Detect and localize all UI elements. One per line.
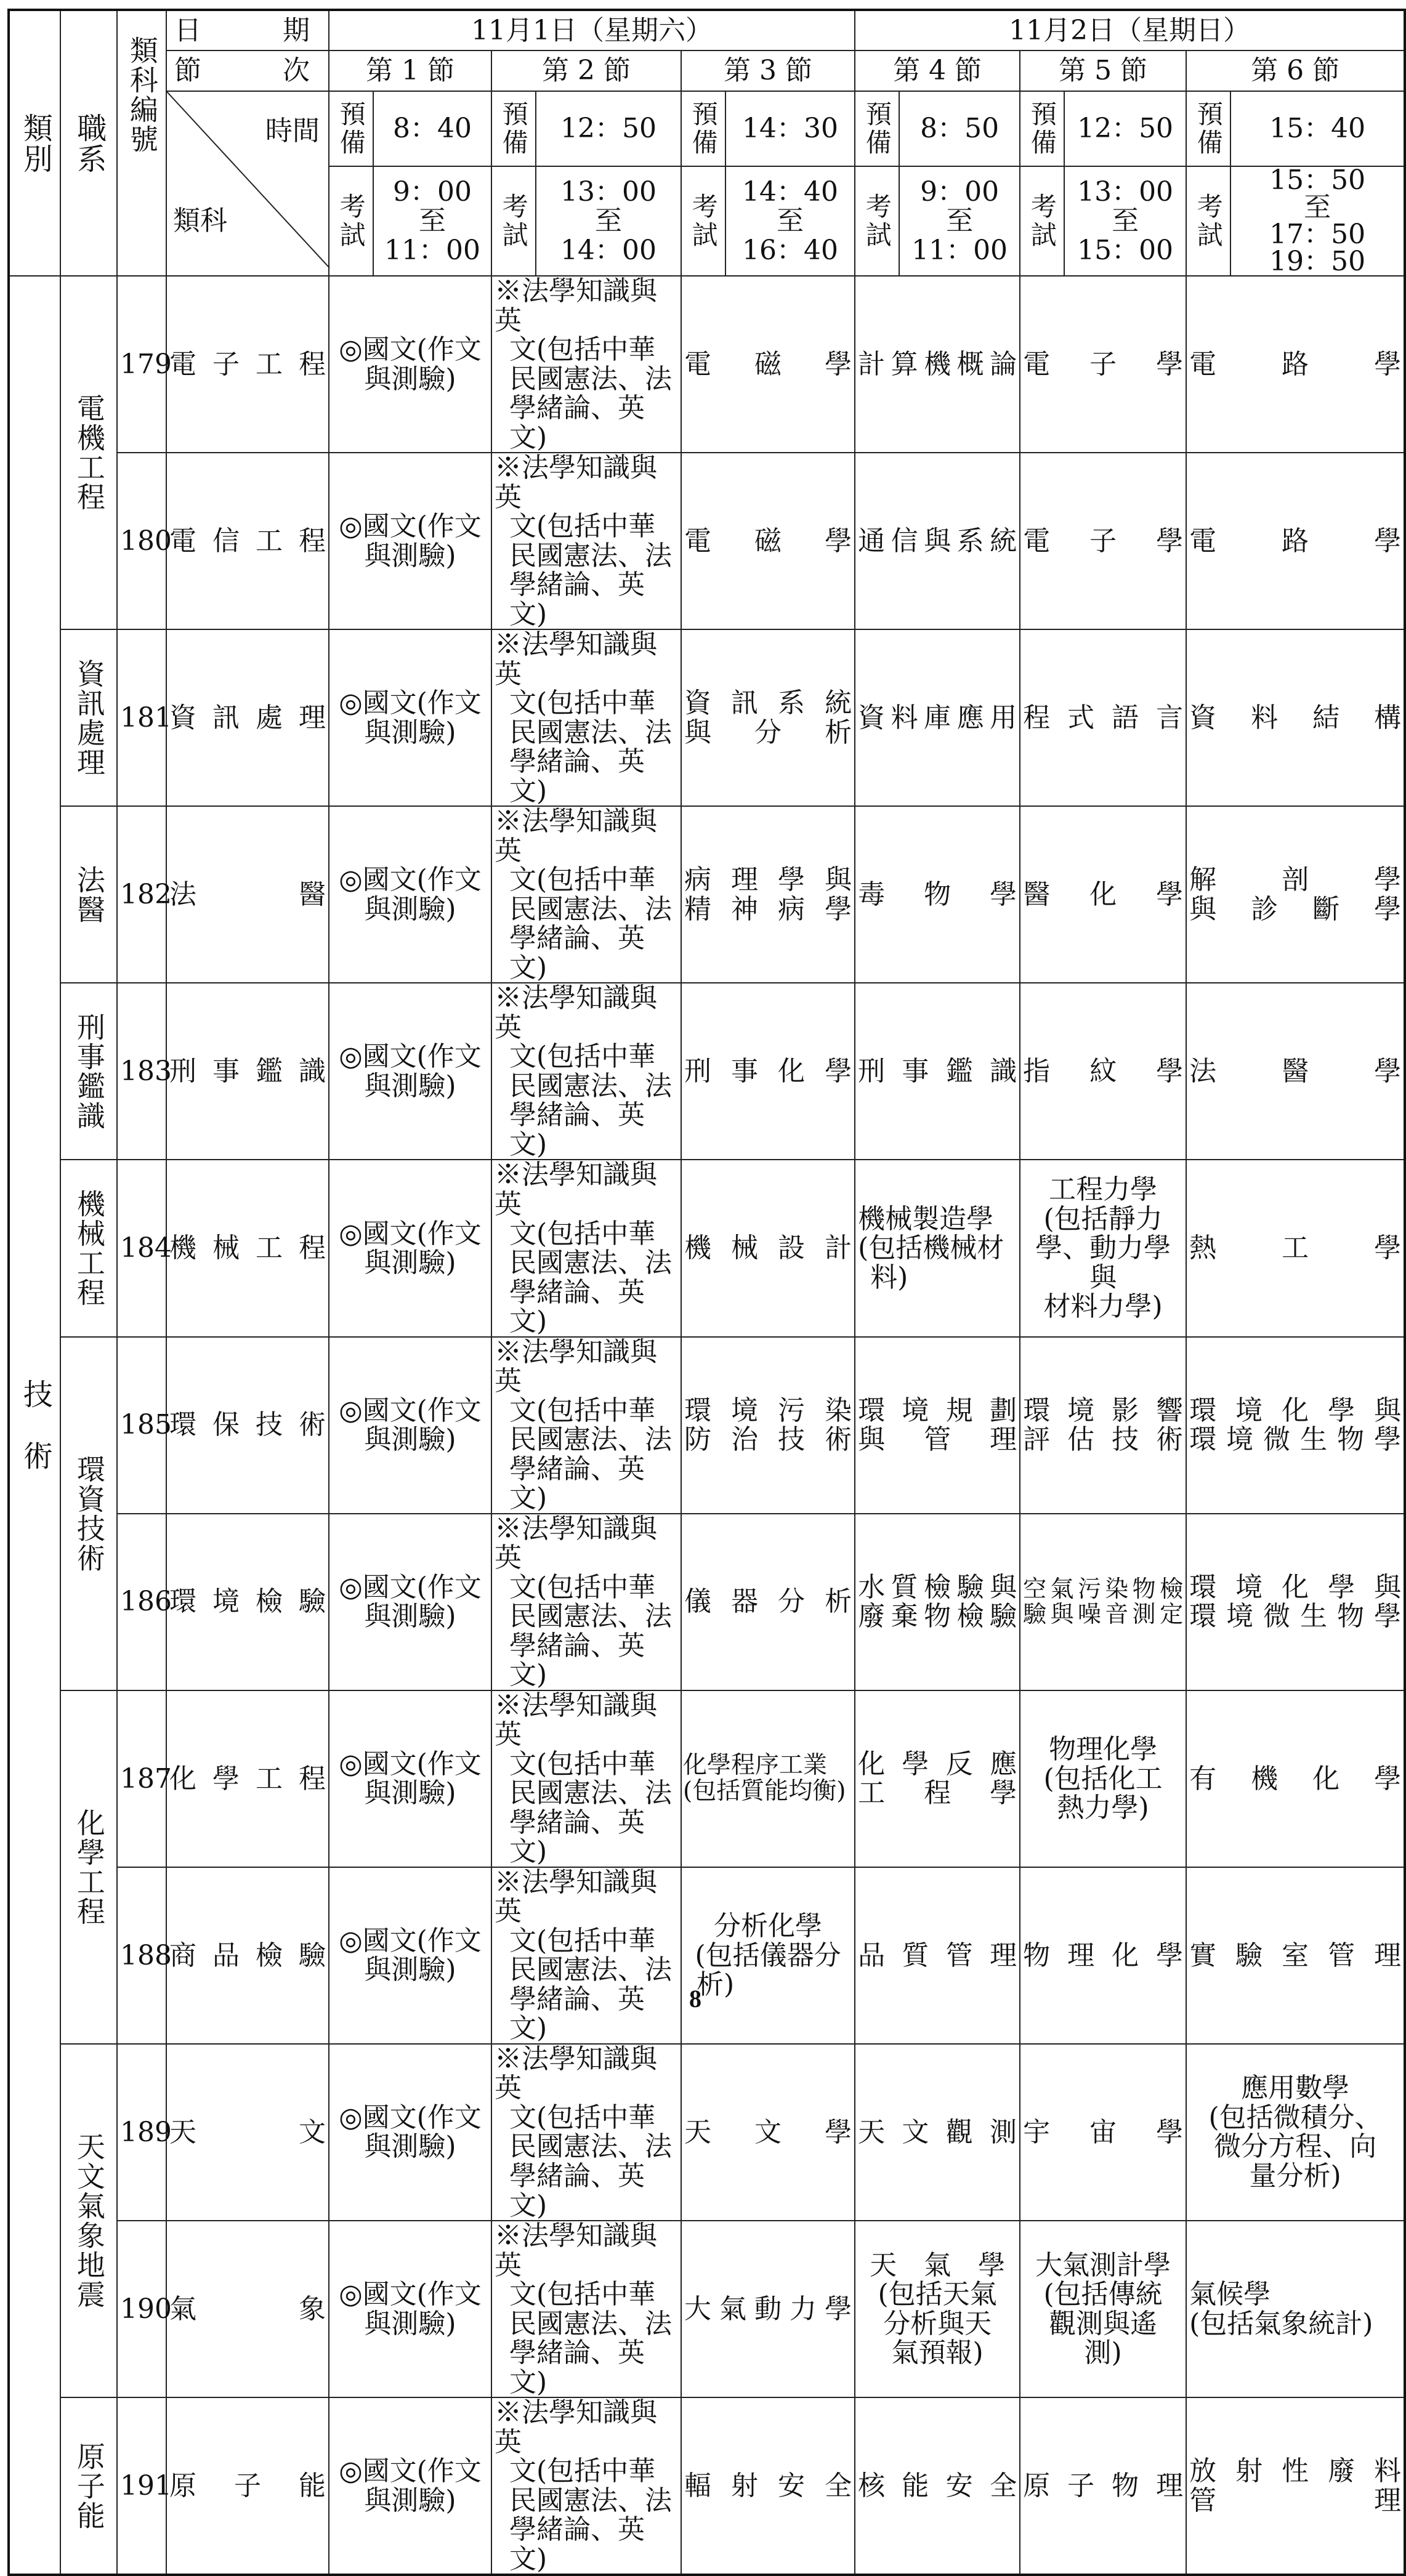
session-1-subject: ◎國文(作文 與測驗): [329, 453, 491, 629]
dept-name-cell: 法醫: [166, 806, 329, 983]
group-cell: 原子能: [60, 2397, 117, 2575]
session-3-subject: 天 文 學: [681, 2044, 855, 2221]
session-1-subject: ◎國文(作文 與測驗): [329, 2397, 491, 2575]
prep-label-6: 預備: [1186, 91, 1230, 166]
code-cell: 186: [117, 1514, 166, 1690]
day2-label: 11月2日（星期日）: [855, 10, 1405, 50]
session-3-subject: 分析化學 (包括儀器分 析): [681, 1867, 855, 2044]
exam-time-3: 14：40 至 16：40: [725, 166, 855, 276]
session-6-subject: 實驗室管理: [1186, 1867, 1405, 2044]
session-5-subject: 原子物理: [1020, 2397, 1186, 2575]
dept-name-cell: 氣象: [166, 2221, 329, 2397]
session-5-subject: 工程力學 (包括靜力 學、動力學與 材料力學): [1020, 1160, 1186, 1336]
dept-name-cell: 電子工程: [166, 276, 329, 453]
dept-name-cell: 環境檢驗: [166, 1514, 329, 1690]
session-6-subject: 電 路 學: [1186, 453, 1405, 629]
session-5-subject: 電 子 學: [1020, 453, 1186, 629]
group-cell: 資訊處理: [60, 629, 117, 806]
kind-label: 類科: [173, 205, 227, 236]
session-4-subject: 刑事鑑識: [855, 983, 1020, 1160]
session-6: 第 6 節: [1186, 50, 1405, 91]
prep-time-3: 14：30: [725, 91, 855, 166]
exam-label-3: 考試: [681, 166, 725, 276]
session-1-subject: ◎國文(作文 與測驗): [329, 276, 491, 453]
session-5-subject: 程式語言: [1020, 629, 1186, 806]
session-2-subject: ※法學知識與英 文(包括中華 民國憲法、法 學緒論、英文): [491, 629, 681, 806]
table-row: [9, 1337, 1405, 1514]
group-cell: 天文氣象地震: [60, 2044, 117, 2397]
dept-name-cell: 商品檢驗: [166, 1867, 329, 2044]
table-row: [9, 2397, 1405, 2575]
page-number: 8: [689, 1985, 701, 2013]
session-1-subject: ◎國文(作文 與測驗): [329, 806, 491, 983]
session-4-subject: 水質檢驗與 廢棄物檢驗: [855, 1514, 1020, 1690]
exam-time-4: 9：00 至 11：00: [899, 166, 1020, 276]
session-1-subject: ◎國文(作文 與測驗): [329, 629, 491, 806]
dept-header: 職系: [60, 10, 117, 276]
session-3-subject: 化學程序工業 (包括質能均衡): [681, 1690, 855, 1867]
code-cell: 181: [117, 629, 166, 806]
prep-label-1: 預備: [329, 91, 373, 166]
exam-label-5: 考試: [1020, 166, 1064, 276]
exam-label-1: 考試: [329, 166, 373, 276]
code-cell: 180: [117, 453, 166, 629]
session-4-subject: 資料庫應用: [855, 629, 1020, 806]
table-row: [9, 629, 1405, 806]
table-row: [9, 453, 1405, 629]
table-row: [9, 2044, 1405, 2221]
time-kind-diagonal-cell: [166, 91, 329, 276]
code-cell: 184: [117, 1160, 166, 1336]
session-1-subject: ◎國文(作文 與測驗): [329, 1337, 491, 1514]
session-4-subject: 計算機概論: [855, 276, 1020, 453]
session-4-subject: 天 氣 學 (包括天氣 分析與天 氣預報): [855, 2221, 1020, 2397]
exam-time-2: 13：00 至 14：00: [536, 166, 681, 276]
dept-name-cell: 化學工程: [166, 1690, 329, 1867]
session-3-subject: 刑事化學: [681, 983, 855, 1160]
session-2-subject: ※法學知識與英 文(包括中華 民國憲法、法 學緒論、英文): [491, 2221, 681, 2397]
session-3-subject: 機械設計: [681, 1160, 855, 1336]
session-6-subject: 熱 工 學: [1186, 1160, 1405, 1336]
session-6-subject: 法 醫 學: [1186, 983, 1405, 1160]
header-row-session: [9, 50, 1405, 91]
session-6-subject: 環境化學與 環境微生物學: [1186, 1514, 1405, 1690]
session-2-subject: ※法學知識與英 文(包括中華 民國憲法、法 學緒論、英文): [491, 806, 681, 983]
session-3: 第 3 節: [681, 50, 855, 91]
prep-time-2: 12：50: [536, 91, 681, 166]
session-1-subject: ◎國文(作文 與測驗): [329, 1514, 491, 1690]
session-2-subject: ※法學知識與英 文(包括中華 民國憲法、法 學緒論、英文): [491, 2044, 681, 2221]
session-1-subject: ◎國文(作文 與測驗): [329, 1690, 491, 1867]
code-cell: 185: [117, 1337, 166, 1514]
session-4-subject: 品質管理: [855, 1867, 1020, 2044]
session-3-subject: 電 磁 學: [681, 453, 855, 629]
session-3-subject: 環境污染 防治技術: [681, 1337, 855, 1514]
dept-name-cell: 環保技術: [166, 1337, 329, 1514]
session-2-subject: ※法學知識與英 文(包括中華 民國憲法、法 學緒論、英文): [491, 2397, 681, 2575]
prep-time-6: 15：40: [1230, 91, 1405, 166]
dept-name-cell: 資訊處理: [166, 629, 329, 806]
code-cell: 183: [117, 983, 166, 1160]
session-1-subject: ◎國文(作文 與測驗): [329, 1867, 491, 2044]
session-6-subject: 放射性廢料 管 理: [1186, 2397, 1405, 2575]
table-row: [9, 1160, 1405, 1336]
session-5-subject: 電 子 學: [1020, 276, 1186, 453]
session-3-subject: 儀器分析: [681, 1514, 855, 1690]
exam-time-6: 15：50 至 17：50 19：50: [1230, 166, 1405, 276]
session-5-subject: 醫 化 學: [1020, 806, 1186, 983]
table-row: [9, 983, 1405, 1160]
session-3-subject: 資訊系統 與分析: [681, 629, 855, 806]
session-3-subject: 輻射安全: [681, 2397, 855, 2575]
category-cell: 技 術: [9, 276, 60, 2575]
table-row: [9, 276, 1405, 453]
session-4-subject: 毒 物 學: [855, 806, 1020, 983]
session-2-subject: ※法學知識與英 文(包括中華 民國憲法、法 學緒論、英文): [491, 1867, 681, 2044]
session-1-subject: ◎國文(作文 與測驗): [329, 983, 491, 1160]
header-row-prep: [9, 91, 1405, 166]
code-cell: 187: [117, 1690, 166, 1867]
session-6-subject: 解剖學 與診斷學: [1186, 806, 1405, 983]
exam-schedule-table: [7, 9, 1406, 2576]
session-2: 第 2 節: [491, 50, 681, 91]
session-5-subject: 空氣污染物檢 驗與噪音測定: [1020, 1514, 1186, 1690]
code-cell: 188: [117, 1867, 166, 2044]
session-label: 節 次: [166, 50, 329, 91]
group-cell: 電機工程: [60, 276, 117, 629]
table-row: [9, 1690, 1405, 1867]
session-5-subject: 物理化學: [1020, 1867, 1186, 2044]
session-3-subject: 電 磁 學: [681, 276, 855, 453]
session-4-subject: 環境規劃 與管理: [855, 1337, 1020, 1514]
session-5-subject: 環境影響 評估技術: [1020, 1337, 1186, 1514]
day1-label: 11月1日（星期六）: [329, 10, 855, 50]
exam-label-2: 考試: [491, 166, 536, 276]
session-3-subject: 病理學與 精神病學: [681, 806, 855, 983]
dept-name-cell: 刑事鑑識: [166, 983, 329, 1160]
dept-name-cell: 原子能: [166, 2397, 329, 2575]
dept-name-cell: 機械工程: [166, 1160, 329, 1336]
session-4-subject: 化學反應 工程學: [855, 1690, 1020, 1867]
session-1-subject: ◎國文(作文 與測驗): [329, 2221, 491, 2397]
exam-time-1: 9：00 至 11：00: [373, 166, 491, 276]
session-2-subject: ※法學知識與英 文(包括中華 民國憲法、法 學緒論、英文): [491, 1160, 681, 1336]
session-4-subject: 天文觀測: [855, 2044, 1020, 2221]
prep-time-1: 8：40: [373, 91, 491, 166]
session-5-subject: 宇 宙 學: [1020, 2044, 1186, 2221]
prep-time-5: 12：50: [1064, 91, 1186, 166]
code-cell: 191: [117, 2397, 166, 2575]
session-5: 第 5 節: [1020, 50, 1186, 91]
dept-name-cell: 天文: [166, 2044, 329, 2221]
session-5-subject: 指 紋 學: [1020, 983, 1186, 1160]
prep-label-3: 預備: [681, 91, 725, 166]
session-6-subject: 有機化學: [1186, 1690, 1405, 1867]
exam-label-4: 考試: [855, 166, 899, 276]
code-cell: 189: [117, 2044, 166, 2221]
session-6-subject: 環境化學與 環境微生物學: [1186, 1337, 1405, 1514]
session-1-subject: ◎國文(作文 與測驗): [329, 2044, 491, 2221]
session-2-subject: ※法學知識與英 文(包括中華 民國憲法、法 學緒論、英文): [491, 1690, 681, 1867]
prep-label-4: 預備: [855, 91, 899, 166]
group-cell: 法醫: [60, 806, 117, 983]
prep-label-5: 預備: [1020, 91, 1064, 166]
session-4-subject: 核能安全: [855, 2397, 1020, 2575]
exam-time-5: 13：00 至 15：00: [1064, 166, 1186, 276]
code-cell: 182: [117, 806, 166, 983]
category-header: 類別: [9, 10, 60, 276]
session-2-subject: ※法學知識與英 文(包括中華 民國憲法、法 學緒論、英文): [491, 1514, 681, 1690]
group-cell: 環資技術: [60, 1337, 117, 1690]
session-1: 第 1 節: [329, 50, 491, 91]
prep-time-4: 8：50: [899, 91, 1020, 166]
header-row-date: [9, 10, 1405, 50]
group-cell: 刑事鑑識: [60, 983, 117, 1160]
session-1-subject: ◎國文(作文 與測驗): [329, 1160, 491, 1336]
session-6-subject: 氣候學 (包括氣象統計): [1186, 2221, 1405, 2397]
table-row: [9, 806, 1405, 983]
code-cell: 190: [117, 2221, 166, 2397]
prep-label-2: 預備: [491, 91, 536, 166]
session-4: 第 4 節: [855, 50, 1020, 91]
code-header: 類科編號: [117, 10, 166, 276]
session-2-subject: ※法學知識與英 文(包括中華 民國憲法、法 學緒論、英文): [491, 983, 681, 1160]
table-row: [9, 2221, 1405, 2397]
exam-label-6: 考試: [1186, 166, 1230, 276]
session-2-subject: ※法學知識與英 文(包括中華 民國憲法、法 學緒論、英文): [491, 1337, 681, 1514]
date-label: 日 期: [166, 10, 329, 50]
session-5-subject: 物理化學 (包括化工 熱力學): [1020, 1690, 1186, 1867]
code-cell: 179: [117, 276, 166, 453]
dept-name-cell: 電信工程: [166, 453, 329, 629]
session-6-subject: 電 路 學: [1186, 276, 1405, 453]
time-label: 時間: [265, 115, 320, 147]
group-cell: 化學工程: [60, 1690, 117, 2044]
table-row: [9, 1867, 1405, 2044]
session-6-subject: 應用數學 (包括微積分、 微分方程、向 量分析): [1186, 2044, 1405, 2221]
session-6-subject: 資料結構: [1186, 629, 1405, 806]
session-2-subject: ※法學知識與英 文(包括中華 民國憲法、法 學緒論、英文): [491, 276, 681, 453]
session-4-subject: 通信與系統: [855, 453, 1020, 629]
session-5-subject: 大氣測計學 (包括傳統 觀測與遙 測): [1020, 2221, 1186, 2397]
session-4-subject: 機械製造學 (包括機械材 料): [855, 1160, 1020, 1336]
group-cell: 機械工程: [60, 1160, 117, 1336]
table-row: [9, 1514, 1405, 1690]
session-3-subject: 大氣動力學: [681, 2221, 855, 2397]
session-2-subject: ※法學知識與英 文(包括中華 民國憲法、法 學緒論、英文): [491, 453, 681, 629]
